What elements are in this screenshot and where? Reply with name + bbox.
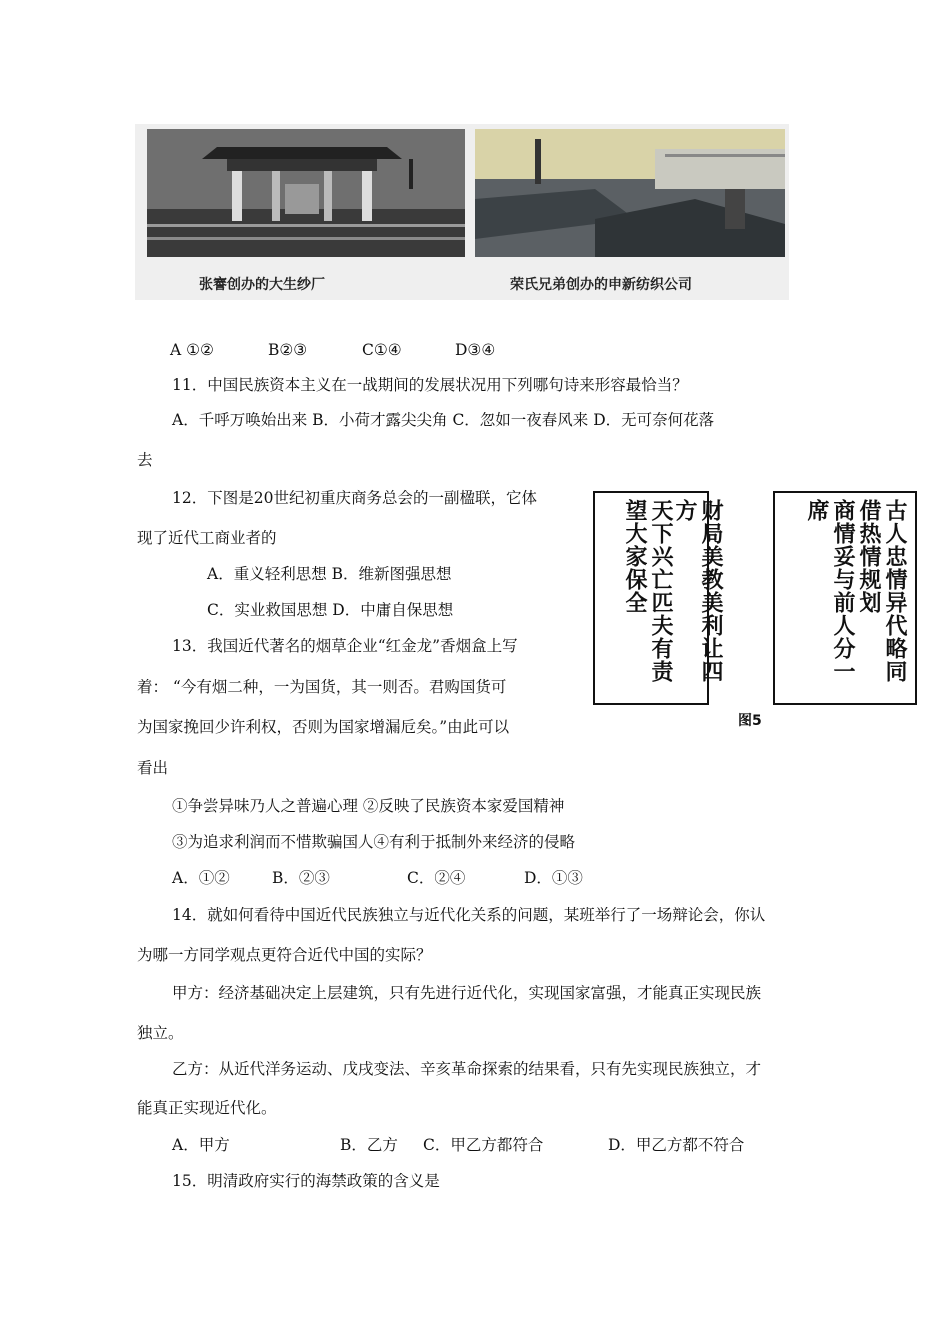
q14-yi-line1: 乙方：从近代洋务运动、戊戌变法、辛亥革命探索的结果看，只有先实现民族独立，才 [172, 1060, 762, 1078]
q13-stem-line2: 着： “今有烟二种，一为国货，其一则否。君购国货可 [137, 678, 507, 696]
q13-option-b: B．②③ [272, 869, 330, 887]
dasheng-mill-photo [147, 129, 465, 257]
q12-options-line2: C．实业救国思想 D．中庸自保思想 [207, 601, 454, 619]
q14-jia-line2: 独立。 [137, 1024, 184, 1042]
q14-stem-line2: 为哪一方同学观点更符合近代中国的实际？ [137, 946, 432, 964]
q12-stem-line2: 现了近代工商业者的 [137, 529, 277, 547]
q10-option-b: B②③ [268, 341, 308, 359]
q14-yi-line2: 能真正实现近代化。 [137, 1099, 277, 1117]
q10-option-c: C①④ [362, 341, 402, 359]
photo-strip [135, 124, 789, 300]
q14-option-a: A．甲方 [172, 1136, 230, 1154]
q11-stem: 11．中国民族资本主义在一战期间的发展状况用下列哪句诗来形容最恰当？ [172, 376, 688, 394]
q12-stem-line1: 12．下图是20世纪初重庆商务总会的一副楹联，它体 [172, 489, 537, 507]
shenxin-factory-photo [475, 129, 785, 257]
couplet-right-col2: 古人忠情异代略同借热情规划 [856, 499, 907, 683]
q14-option-c: C．甲乙方都符合 [423, 1136, 544, 1154]
q14-stem-line1: 14．就如何看待中国近代民族独立与近代化关系的问题，某班举行了一场辩论会，你认 [172, 906, 766, 924]
q14-option-b: B．乙方 [340, 1136, 398, 1154]
couplet-right-col1: 商情妥与前人分一席 [804, 499, 855, 683]
q11-options-wrap: 去 [137, 451, 153, 469]
q14-jia-line1: 甲方：经济基础决定上层建筑，只有先进行近代化，实现国家富强，才能真正实现民族 [172, 984, 762, 1002]
q15-stem: 15．明清政府实行的海禁政策的含义是 [172, 1172, 440, 1190]
left-photo-caption: 张謇创办的大生纱厂 [199, 277, 325, 293]
q13-option-d: D．①③ [524, 869, 583, 887]
right-photo-caption: 荣氏兄弟创办的申新纺织公司 [510, 277, 692, 293]
q13-option-c: C．②④ [407, 869, 466, 887]
couplet-figure [593, 491, 917, 705]
q13-items-line2: ③为追求利润而不惜欺骗国人④有利于抵制外来经济的侵略 [172, 833, 576, 851]
q14-option-d: D．甲乙方都不符合 [608, 1136, 745, 1154]
q10-option-d: D③④ [455, 341, 496, 359]
q12-options-line1: A．重义轻利思想 B．维新图强思想 [207, 565, 452, 583]
q13-option-a: A．①② [172, 869, 230, 887]
couplet-left-col2: 财局美教美利让四方 [672, 499, 723, 683]
q13-stem-line3: 为国家挽回少许利权，否则为国家增漏卮矣。”由此可以 [137, 718, 510, 736]
q13-stem-line1: 13．我国近代著名的烟草企业“红金龙”香烟盒上写 [172, 637, 518, 655]
q11-options: A．千呼万唤始出来 B．小荷才露尖尖角 C．忽如一夜春风来 D．无可奈何花落 [172, 411, 715, 429]
figure-label: 图5 [738, 713, 762, 729]
couplet-left-col1: 天下兴亡匹夫有责望大家保全 [622, 499, 673, 683]
q13-items-line1: ①争尝异味乃人之普遍心理 ②反映了民族资本家爱国精神 [172, 797, 565, 815]
q13-stem-line4: 看出 [137, 759, 169, 777]
q10-option-a: A ①② [170, 341, 214, 359]
